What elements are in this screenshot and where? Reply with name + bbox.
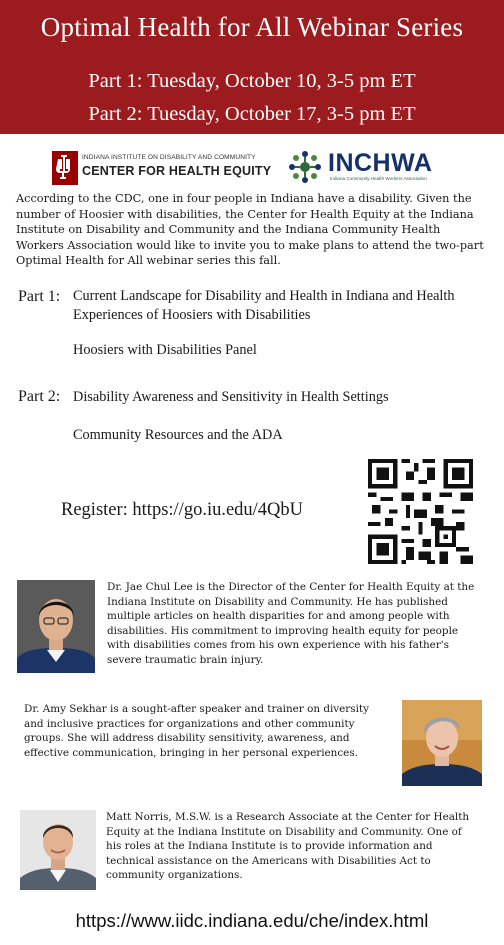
inchwa-subtitle: Indiana Community Health Workers Association: [330, 176, 427, 181]
inchwa-name: INCHWA: [328, 149, 433, 177]
part2-label: Part 2:: [18, 388, 61, 405]
speaker-photo-amy-sekhar: [402, 700, 482, 786]
part1-date: Part 1: Tuesday, October 10, 3-5 pm ET: [88, 70, 416, 92]
speaker-photo-jae-chul-lee: [17, 580, 95, 673]
qr-code-icon[interactable]: [368, 459, 473, 564]
speaker-bio-matt-norris: Matt Norris, M.S.W. is a Research Associate at the Center for Health Equity at the Indiana Institute on Disability and Community. One of his roles at the Indiana Institute is to provide information and technical assistance on the Americans with Disabilities Act to community organizations.: [106, 811, 470, 882]
speaker-photo-matt-norris: [20, 810, 96, 890]
part2-topic2: Community Resources and the ADA: [73, 427, 283, 443]
iu-trident-icon: [52, 151, 78, 185]
part1-label: Part 1:: [18, 288, 61, 305]
iu-org-name: INDIANA INSTITUTE ON DISABILITY AND COMMUNITY: [82, 154, 256, 161]
speaker-bio-amy-sekhar: Dr. Amy Sekhar is a sought-after speaker and trainer on diversity and inclusive practices for organizations and other community groups. She will address disability sensitivity, awareness, and effective communication, bringing in her personal experiences.: [24, 703, 369, 759]
banner-title: Optimal Health for All Webinar Series: [40, 12, 464, 42]
header-banner: [0, 0, 504, 134]
part2-topic1: Disability Awareness and Sensitivity in Health Settings: [73, 389, 389, 405]
intro-paragraph: According to the CDC, one in four people in Indiana have a disability. Given the number of Hoosier with disabilities, the Center for Health Equity at the Indiana Institute on Disability and Community and the Indiana Community Health Workers Association would like to invite you to make plans to attend the two-part Optimal Health for All webinar series this fall.: [16, 192, 484, 268]
part1-topic1: Current Landscape for Disability and Health in Indiana and Health Experiences of Hoosiers with Disabilities: [73, 288, 455, 323]
part2-date: Part 2: Tuesday, October 17, 3-5 pm ET: [88, 103, 416, 125]
register-link[interactable]: Register: https://go.iu.edu/4QbU: [61, 500, 304, 520]
website-link[interactable]: https://www.iidc.indiana.edu/che/index.html: [75, 910, 429, 931]
speaker-bio-jae-chul-lee: Dr. Jae Chul Lee is the Director of the Center for Health Equity at the Indiana Institute on Disability and Community. He has published multiple articles on health disparities for and among people with disabilities. His commitment to improving health equity for people with disabilities comes from his own experience with his father's severe traumatic brain injury.: [107, 581, 475, 666]
iu-center-name: CENTER FOR HEALTH EQUITY: [82, 164, 272, 178]
part1-topic2: Hoosiers with Disabilities Panel: [73, 342, 257, 358]
inchwa-people-icon: [286, 148, 324, 186]
iu-che-logo: [52, 151, 272, 187]
inchwa-logo: [286, 147, 446, 189]
